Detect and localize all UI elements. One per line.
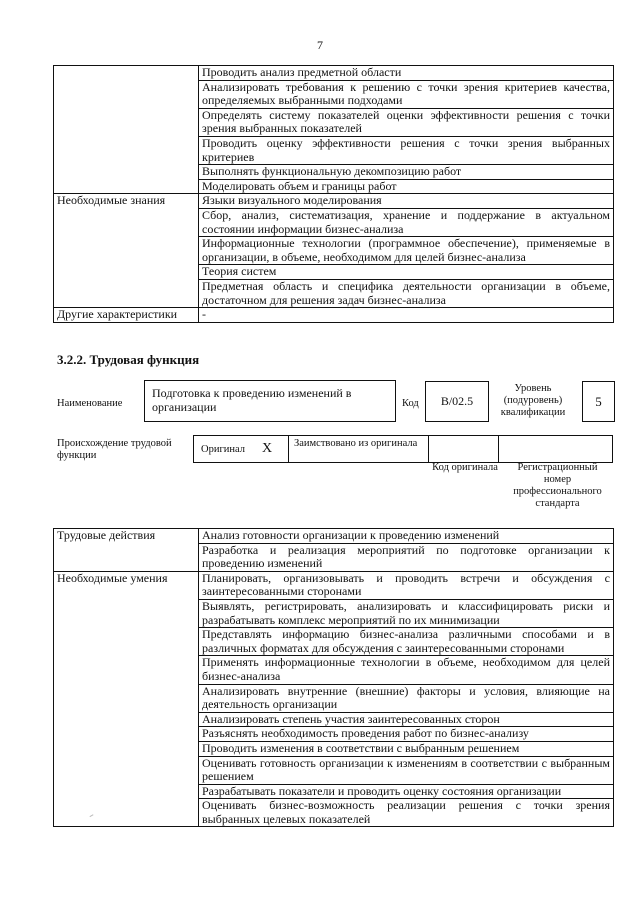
function-name: Подготовка к проведению изменений в организации	[152, 386, 352, 414]
row-label-required-knowledge: Необходимые знания	[54, 194, 199, 308]
row-value: Выполнять функциональную декомпозицию работ	[199, 165, 614, 180]
reg-number-label: Регистрационный номер профессионального стандарта	[513, 462, 602, 509]
original-mark: X	[262, 441, 273, 456]
row-value: Проводить оценку эффективности решения с точки зрения выбранных критериев	[199, 136, 614, 164]
level-box	[582, 381, 615, 422]
level-label: Уровень (подуровень) квалификации	[500, 383, 566, 418]
original-cell	[193, 436, 289, 462]
row-value: Моделировать объем и границы работ	[199, 179, 614, 194]
row-value: Информационные технологии (программное обеспечение), применяемые в организации, в объеме, необходимом для целей бизнес-анализа	[199, 237, 614, 265]
labor-function-table	[53, 528, 614, 827]
knowledge-skills-table	[53, 65, 614, 323]
original-label: Оригинал	[201, 444, 245, 455]
row-value: Анализировать требования к решению с точки зрения критериев качества, определяемых выбранными подходами	[199, 80, 614, 108]
row-value: Сбор, анализ, систематизация, хранение и поддержание в актуальном состоянии информации бизнес-анализа	[199, 208, 614, 236]
blank-cell	[428, 436, 499, 462]
row-value: Разъяснять необходимость проведения работ по бизнес-анализу	[199, 727, 614, 742]
table-row	[54, 308, 614, 323]
section-title: 3.2.2. Трудовая функция	[57, 352, 200, 367]
row-label	[54, 66, 199, 194]
table-row	[54, 571, 614, 599]
row-value: Анализировать степень участия заинтересованных сторон	[199, 712, 614, 727]
row-value: Оценивать готовность организации к изменениям в соответствии с выбранным решением	[199, 756, 614, 784]
code-original-label: Код оригинала	[432, 462, 498, 473]
name-label: Наименование	[57, 398, 123, 409]
row-value: Разрабатывать показатели и проводить оценку состояния организации	[199, 784, 614, 799]
row-value: -	[199, 308, 614, 323]
borrowed-cell	[288, 436, 429, 462]
row-value: Языки визуального моделирования	[199, 194, 614, 209]
row-value: Разработка и реализация мероприятий по подготовке организации к проведению изменений	[199, 543, 614, 571]
blank-cell	[498, 436, 613, 462]
row-label-labor-actions: Трудовые действия	[54, 529, 199, 572]
row-value: Проводить анализ предметной области	[199, 66, 614, 81]
table-row	[54, 529, 614, 544]
row-value: Применять информационные технологии в объеме, необходимом для целей бизнес-анализа	[199, 656, 614, 684]
code-box	[425, 381, 489, 422]
code-label: Код	[402, 398, 419, 409]
qualification-level: 5	[595, 394, 602, 409]
borrowed-label: Заимствовано из оригинала	[294, 438, 418, 449]
page-number: 7	[317, 38, 323, 52]
origin-label: Происхождение трудовой функции	[57, 438, 172, 461]
row-value: Определять систему показателей оценки эффективности решения с точки зрения выбранных показателей	[199, 108, 614, 136]
row-value: Представлять информацию бизнес-анализа различными способами и в различных форматах для обсуждения с заинтересованными сторонами	[199, 628, 614, 656]
row-value: Выявлять, регистрировать, анализировать и классифицировать риски и разрабатывать комплекс мероприятий по их минимизации	[199, 599, 614, 627]
row-label-required-skills: Необходимые умения	[54, 571, 199, 827]
row-value: Проводить изменения в соответствии с выбранным решением	[199, 741, 614, 756]
function-code: B/02.5	[440, 394, 474, 408]
table-row	[54, 66, 614, 81]
row-value: Планировать, организовывать и проводить встречи и обсуждения с заинтересованными сторонами	[199, 571, 614, 599]
name-box	[144, 380, 396, 422]
row-value: Теория систем	[199, 265, 614, 280]
row-value: Оценивать бизнес-возможность реализации решения с точки зрения выбранных целевых показателей	[199, 799, 614, 827]
row-value: Анализировать внутренние (внешние) факторы и условия, влияющие на деятельность организации	[199, 684, 614, 712]
row-value: Предметная область и специфика деятельности организации в объеме, достаточном для решения задач бизнес-анализа	[199, 279, 614, 307]
row-value: Анализ готовности организации к проведению изменений	[199, 529, 614, 544]
origin-row	[193, 435, 613, 463]
table-row	[54, 194, 614, 209]
row-label-other-characteristics: Другие характеристики	[54, 308, 199, 323]
